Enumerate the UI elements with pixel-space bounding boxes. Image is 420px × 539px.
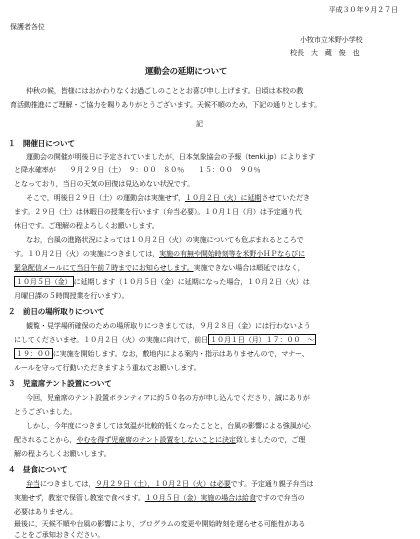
s4-text: です。予定通り親子弁当は (230, 479, 314, 488)
s2-line (14, 336, 316, 343)
s1-line (14, 264, 305, 271)
s3-line (14, 436, 305, 443)
s3-line: 解の程よろしくお願いします。 (14, 449, 111, 458)
greeting-line: 仲秋の候，皆様にはおかわりなくお過ごしのこととお喜び申し上げます。日頃は本校の教 (26, 86, 304, 95)
lunch-highlight: 弁当 (26, 479, 40, 488)
s4-line: 必要はありません。 (14, 507, 77, 516)
document-date: 平成３０年９月２７日 (328, 5, 398, 14)
s1-line (14, 278, 310, 285)
section-heading-tent: ３ 児童席テント設置について (8, 379, 112, 388)
spot-time-box: １９：００ (16, 349, 51, 358)
principal-name: 校長 大 蔵 俊 也 (290, 48, 360, 57)
s1-text: 実施できない場合は順延ではなく， (193, 263, 305, 272)
s1-line (14, 250, 305, 257)
s1-line: と降水確率が ９月２９日（土） ９：００ ８０％ １５：００ ９０％ (14, 165, 261, 174)
s1-line: ます。２９日（土）は休暇日の授業を行います（弁当必要）。１０月１日（月）は予定通り代 (14, 207, 302, 216)
postponed-date-highlight: １０月２日（火）に延期 (185, 193, 262, 202)
s1-line: となっており，当日の天気の回復は見込めない状況です。 (14, 179, 194, 188)
s4-line (26, 480, 313, 487)
s1-line: 月曜日課の５時間授業を行います）。 (14, 291, 129, 300)
s2-line: 観覧・見学場所確保のための場所取りにつきましては，９月２８日（金）には行わないよう (26, 321, 311, 330)
s3-text: 致しましたので，ご理 (235, 435, 306, 444)
s4-text: 実施せず，教室で保管し教室で食べます。 (14, 493, 145, 502)
s2-line (14, 350, 309, 357)
s2-text: に実施を開始します。なお，敷地内による案内・指示はありませんので，マナー、 (52, 349, 309, 358)
section-heading-spot: ２ 前日の場所取りについて (8, 307, 105, 316)
s1-line (26, 194, 310, 201)
s4-line (14, 494, 305, 501)
s3-line: とうございました。 (14, 407, 77, 416)
s1-line: なお，台風の進路状況によっては１０月２日（火）の実施についても危ぶまれるところで (26, 235, 304, 244)
lunch-highlight: １０月５日（金）実施の場合は給食 (144, 493, 256, 502)
backup-date-box: １０月５日（金） (16, 277, 72, 286)
s2-line: ルールを守って行動いただきますよう重ねてお願いします。 (14, 363, 201, 372)
lunch-highlight: ９月２９日（土），１０月２日（火）は必要 (95, 479, 231, 488)
footer-line: 最後に，天候不順や台風の影響により，プログラムの変更や開始時刻を遅らせる可能性がある (14, 519, 306, 528)
notice-method-highlight: 実施の有無や開始時刻等を米野小ＨＰならびに (159, 249, 305, 258)
ki-marker: 記 (196, 119, 203, 128)
notice-method-highlight: 緊急配信メールにて当日午前７時までにお知らせします。 (14, 263, 194, 272)
s1-text: そこで，明後日２９日（土）の運動会は実施せず， (26, 193, 185, 202)
s1-line: 休日です。ご理解の程よろしくお願いします。 (14, 221, 159, 230)
tent-decision-highlight: やむを得ず児童席のテント設置をしないことに決定 (76, 435, 236, 444)
s1-text: に延期します（１０月５日（金）に延期になった場合，１０月２日（火）は (73, 277, 310, 286)
document-title: 運動会の延期について (145, 66, 228, 76)
spot-time-box: １０月１日（月）１７：００ ～ (210, 335, 315, 344)
greeting-line: 育活動推進にご理解・ご協力を賜りありがとうございます。天候不順のため，下記の通りとします。 (10, 100, 322, 109)
s2-text: にしてくださいませ。１０月２日（火）の実施に向けて，前日 (14, 335, 209, 344)
section-heading-lunch: ４ 昼食について (8, 465, 68, 474)
s4-text: につきましては， (39, 479, 96, 488)
recipient-line: 保護者各位 (10, 22, 45, 31)
s4-text: ですので弁当の (255, 493, 305, 502)
s3-text: 配されることから， (14, 435, 77, 444)
s1-text: す。１０月２日（火）の実施につきましては， (14, 249, 160, 258)
footer-line: ことをご承知おきください。 (14, 530, 105, 539)
school-name: 小牧市立米野小学校 (300, 35, 363, 44)
s3-line: 今回，児童席のテント設置ボランティアに約５０名の方が申し込んでくださり，誠にありが (26, 393, 310, 402)
section-heading-date: １ 開催日について (8, 139, 75, 148)
s3-line: しかし，今年度につきましては気温が比較的低くなったことと，台風の影響による強風が心 (26, 421, 311, 430)
s1-line: 運動会の開催が明後日に予定されていましたが，日本気象協会の予報（tenki.jp）によります (26, 152, 316, 161)
s1-text: させていただき (261, 193, 310, 202)
